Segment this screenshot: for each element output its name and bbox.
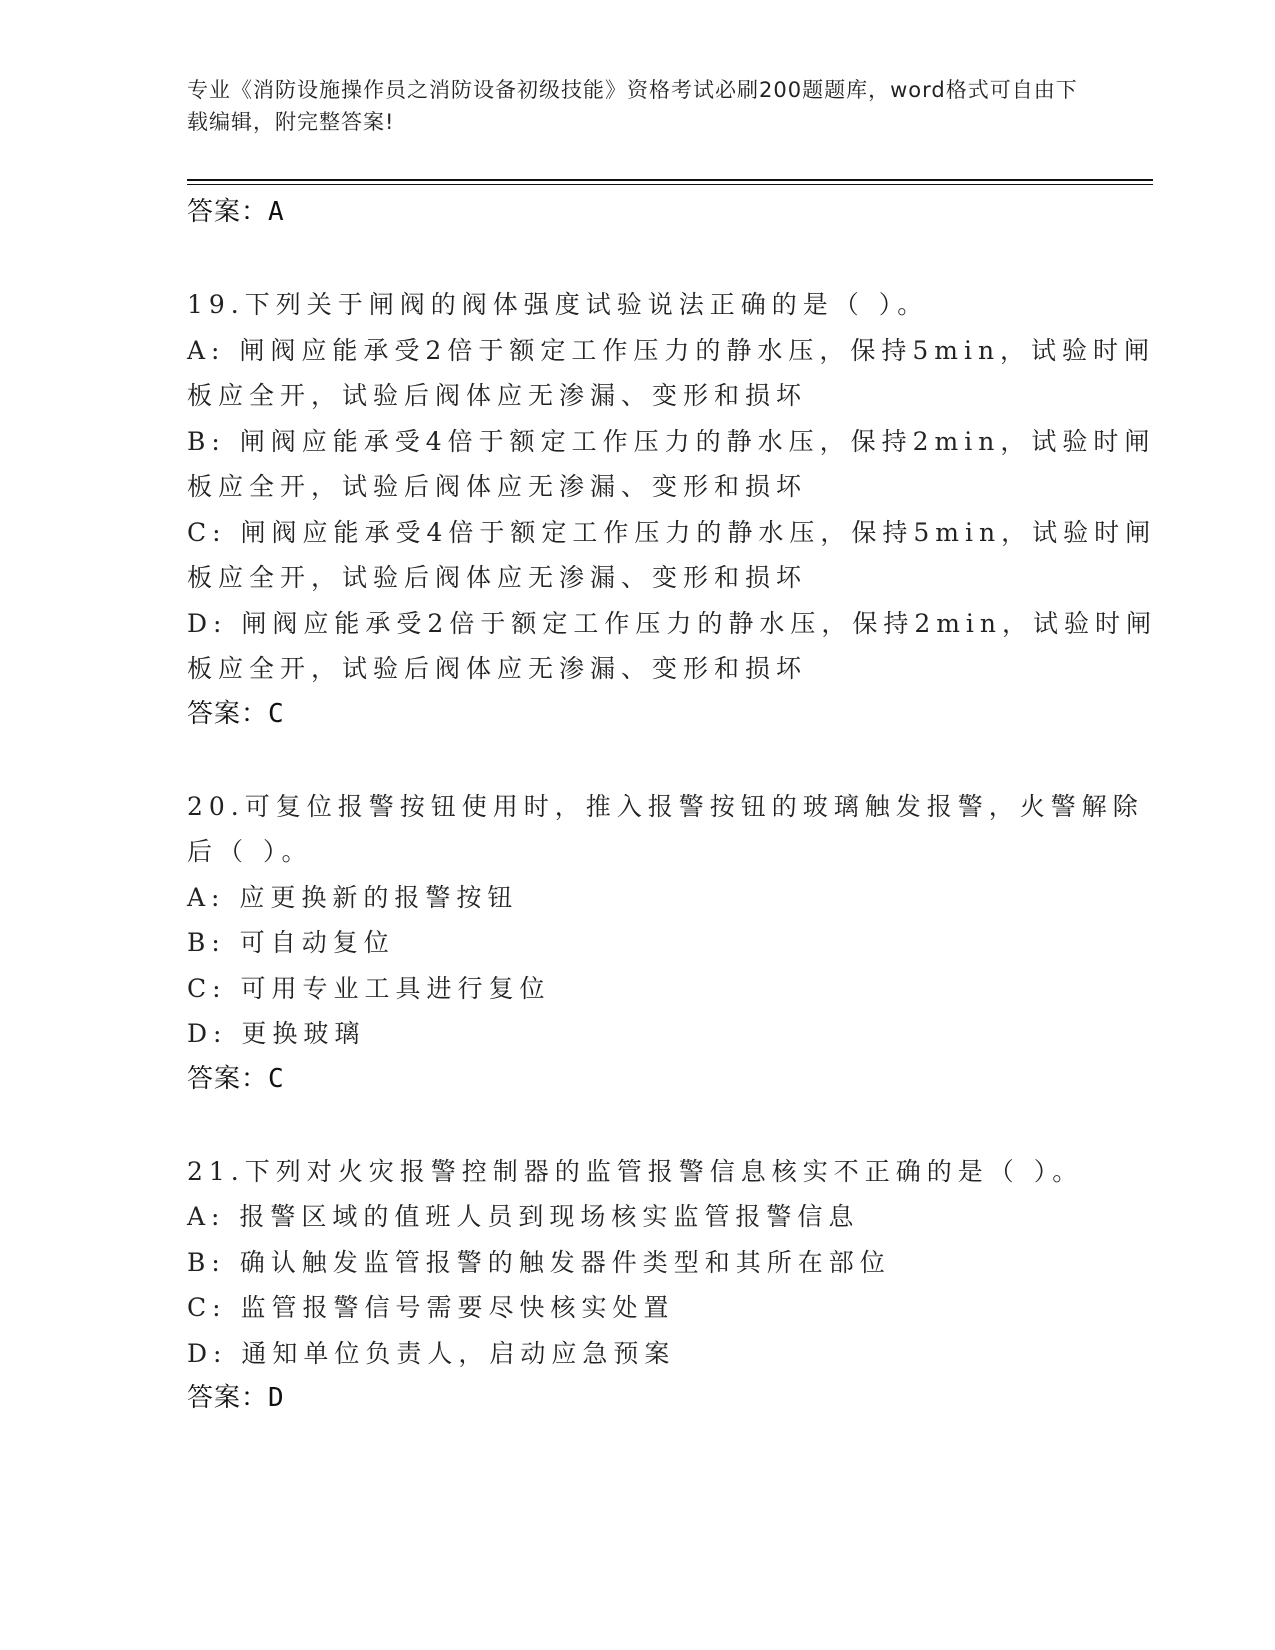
option-line: A: 应更换新的报警按钮: [187, 882, 519, 912]
option-line: A: 报警区域的值班人员到现场核实监管报警信息: [187, 1202, 860, 1231]
answer-label: 答案：: [187, 1383, 269, 1413]
question-stem: 19.下列关于闸阀的阀体强度试验说法正确的是（ ）。: [187, 290, 929, 319]
answer-label: 答案：: [187, 698, 269, 729]
answer-value: A: [268, 197, 285, 227]
option-line: B: 闸阀应能承受4倍于额定工作压力的静水压，保持2min，试验时闸: [187, 426, 1156, 456]
option-line: B: 确认触发监管报警的触发器件类型和其所在部位: [187, 1247, 891, 1277]
answer-value: C: [268, 698, 285, 729]
answer-label: 答案：: [187, 197, 269, 227]
question-stem: 后（ ）。: [187, 837, 313, 866]
question-21: [187, 1149, 1087, 1421]
option-line: 板应全开，试验后阀体应无渗漏、变形和损坏: [187, 654, 808, 683]
option-line: D: 闸阀应能承受2倍于额定工作压力的静水压，保持2min，试验时闸: [187, 608, 1158, 638]
option-line: D: 更换玻璃: [187, 1019, 366, 1048]
option-line: B: 可自动复位: [187, 928, 395, 957]
question-stem: 20.可复位报警按钮使用时，推入报警按钮的玻璃触发报警，火警解除: [187, 791, 1144, 821]
spacer: [187, 234, 1087, 282]
answer: [187, 1376, 1087, 1420]
answer: [187, 692, 1087, 736]
document-body: [187, 190, 1158, 1420]
answer: [187, 1057, 1087, 1101]
option-line: 板应全开，试验后阀体应无渗漏、变形和损坏: [187, 472, 808, 501]
option-line: C: 闸阀应能承受4倍于额定工作压力的静水压，保持5min，试验时闸: [187, 517, 1157, 547]
document-header: [187, 74, 1087, 138]
answer-label: 答案：: [187, 1063, 269, 1094]
question-stem: 21.下列对火灾报警控制器的监管报警信息核实不正确的是（ ）。: [187, 1156, 1084, 1186]
question-20: [187, 784, 1144, 1101]
spacer: [187, 1101, 1087, 1149]
answer-value: D: [268, 1383, 285, 1413]
option-line: 板应全开，试验后阀体应无渗漏、变形和损坏: [187, 381, 808, 410]
question-19: [187, 282, 1158, 736]
header-rule-thin: [187, 184, 1153, 185]
option-line: 板应全开，试验后阀体应无渗漏、变形和损坏: [187, 563, 808, 592]
option-line: C: 可用专业工具进行复位: [187, 973, 551, 1003]
previous-answer: [187, 190, 1087, 234]
option-line: A: 闸阀应能承受2倍于额定工作压力的静水压，保持5min，试验时闸: [187, 335, 1156, 365]
header-text: 专业《消防设施操作员之消防设备初级技能》资格考试必刷200题题库，word格式可自由下载编辑，附完整答案!: [187, 78, 1078, 134]
header-rule-thick: [187, 179, 1153, 181]
spacer: [187, 736, 1087, 784]
option-line: D: 通知单位负责人，启动应急预案: [187, 1338, 676, 1368]
option-line: C: 监管报警信号需要尽快核实处置: [187, 1293, 675, 1322]
answer-value: C: [268, 1063, 285, 1094]
